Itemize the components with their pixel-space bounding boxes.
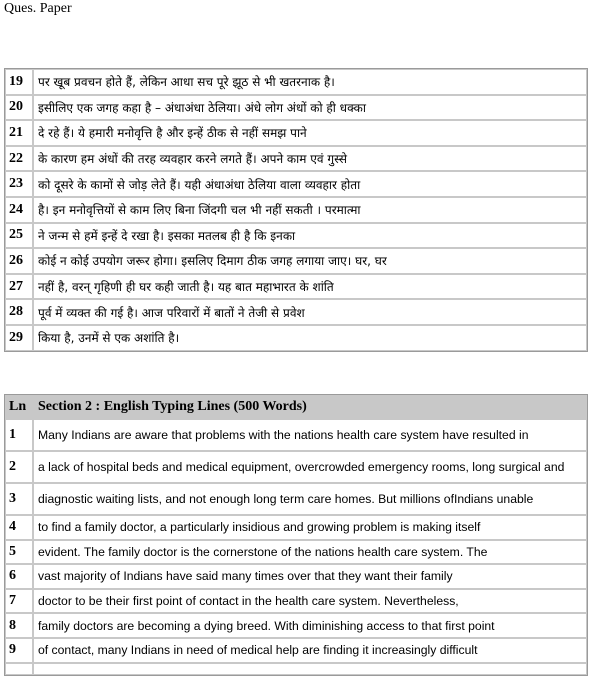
line-number: 28 (5, 299, 33, 325)
line-number: 8 (5, 613, 33, 638)
line-number: 9 (5, 638, 33, 663)
table-row (5, 299, 587, 325)
line-number: 29 (5, 325, 33, 351)
table-row (5, 564, 587, 589)
table-row (5, 483, 587, 515)
table-row (5, 223, 587, 249)
line-text: vast majority of Indians have said many times over that they want their family (33, 564, 587, 589)
line-number: 2 (5, 451, 33, 483)
table-row (5, 274, 587, 300)
table-row (5, 248, 587, 274)
line-number: 6 (5, 564, 33, 589)
table-header-row (5, 395, 587, 419)
line-text: है। इन मनोवृत्तियों से काम लिए बिना जिंदगी चल भी नहीं सकती । परमात्मा (33, 197, 587, 223)
section-heading: Section 2 : English Typing Lines (500 Words) (33, 395, 587, 419)
line-text: doctor to be their first point of contact in the health care system. Nevertheless, (33, 589, 587, 614)
line-number: 3 (5, 483, 33, 515)
line-number: 23 (5, 171, 33, 197)
line-text: को दूसरे के कामों से जोड़ लेते हैं। यही अंधाअंधा ठेलिया वाला व्यवहार होता (33, 171, 587, 197)
line-text: Many Indians are aware that problems with the nations health care system have resulted in (33, 419, 587, 451)
line-text-empty (33, 663, 587, 675)
table-row (5, 69, 587, 95)
line-number-empty (5, 663, 33, 675)
line-number: 25 (5, 223, 33, 249)
table-row (5, 540, 587, 565)
line-text: किया है, उनमें से एक अशांति है। (33, 325, 587, 351)
line-number: 24 (5, 197, 33, 223)
table-row (5, 515, 587, 540)
table-row (5, 197, 587, 223)
line-text: के कारण हम अंधों की तरह व्यवहार करने लगते हैं। अपने काम एवं गुस्से (33, 146, 587, 172)
line-number: 22 (5, 146, 33, 172)
hindi-lines-table (4, 68, 588, 352)
line-text: पूर्व में व्यक्त की गई है। आज परिवारों में बातों ने तेजी से प्रवेश (33, 299, 587, 325)
table-row (5, 419, 587, 451)
table-row (5, 171, 587, 197)
line-text: diagnostic waiting lists, and not enough long term care homes. But millions ofIndians unable (33, 483, 587, 515)
line-text: to find a family doctor, a particularly insidious and growing problem is making itself (33, 515, 587, 540)
column-header-ln: Ln (5, 395, 33, 419)
table-row (5, 146, 587, 172)
line-number: 27 (5, 274, 33, 300)
line-text: पर खूब प्रवचन होते हैं, लेकिन आधा सच पूरे झूठ से भी खतरनाक है। (33, 69, 587, 95)
line-number: 7 (5, 589, 33, 614)
line-number: 4 (5, 515, 33, 540)
page-title: Ques. Paper (4, 1, 72, 16)
line-text: ने जन्म से हमें इन्हें दे रखा है। इसका मतलब ही है कि इनका (33, 223, 587, 249)
line-text: of contact, many Indians in need of medical help are finding it increasingly difficult (33, 638, 587, 663)
line-text: evident. The family doctor is the cornerstone of the nations health care system. The (33, 540, 587, 565)
table-row (5, 613, 587, 638)
table-row (5, 95, 587, 121)
line-number: 20 (5, 95, 33, 121)
table-row (5, 120, 587, 146)
english-lines-table (4, 394, 588, 676)
line-number: 5 (5, 540, 33, 565)
table-row (5, 589, 587, 614)
line-text: नहीं है, वरन् गृहिणी ही घर कही जाती है। यह बात महाभारत के शांति (33, 274, 587, 300)
line-text: a lack of hospital beds and medical equipment, overcrowded emergency rooms, long surgical and (33, 451, 587, 483)
table-row (5, 638, 587, 663)
table-row-partial (5, 663, 587, 675)
line-text: दे रहे हैं। ये हमारी मनोवृत्ति है और इन्हें ठीक से नहीं समझ पाने (33, 120, 587, 146)
table-row (5, 451, 587, 483)
line-text: इसीलिए एक जगह कहा है – अंधाअंधा ठेलिया। अंधे लोग अंधों को ही धक्का (33, 95, 587, 121)
line-number: 1 (5, 419, 33, 451)
table-row (5, 325, 587, 351)
line-number: 19 (5, 69, 33, 95)
line-number: 21 (5, 120, 33, 146)
line-number: 26 (5, 248, 33, 274)
line-text: कोई न कोई उपयोग जरूर होगा। इसलिए दिमाग ठीक जगह लगाया जाए। घर, घर (33, 248, 587, 274)
line-text: family doctors are becoming a dying breed. With diminishing access to that first point (33, 613, 587, 638)
